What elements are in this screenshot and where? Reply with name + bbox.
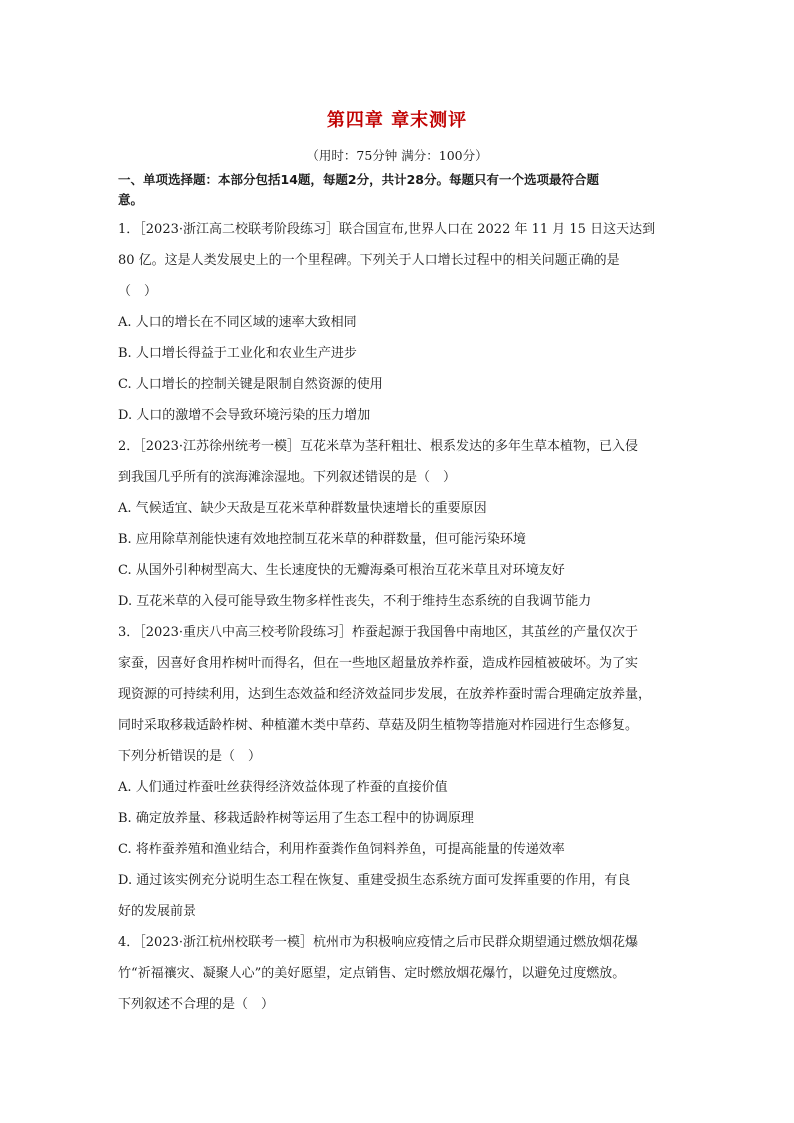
option-d: D. 通过该实例充分说明生态工程在恢复、重建受损生态系统方面可发挥重要的作用，有良 xyxy=(118,873,631,888)
time-and-score: （用时：75分钟 满分：100分） xyxy=(306,148,488,163)
option-b: B. 应用除草剂能快速有效地控制互花米草的种群数量，但可能污染环境 xyxy=(118,532,526,547)
question-2 xyxy=(118,431,676,617)
question-stem-line: 下列叙述不合理的是（ ） xyxy=(118,997,275,1012)
page-title: 第四章 章末测评 xyxy=(326,110,468,131)
option-a: A. 人们通过柞蚕吐丝获得经济效益体现了柞蚕的直接价值 xyxy=(118,780,448,795)
question-stem-line: 现资源的可持续利用，达到生态效益和经济效益同步发展，在放养柞蚕时需合理确定放养量， xyxy=(118,687,652,702)
question-3 xyxy=(118,617,676,927)
option-b: B. 人口增长得益于工业化和农业生产进步 xyxy=(118,346,357,361)
question-4 xyxy=(118,927,676,1020)
question-stem-line: 3．［2023·重庆八中高三校考阶段练习］柞蚕起源于我国鲁中南地区，其茧丝的产量仅次于 xyxy=(118,625,638,640)
option-d: D. 互花米草的入侵可能导致生物多样性丧失，不利于维持生态系统的自我调节能力 xyxy=(118,594,592,609)
question-stem-line: 下列分析错误的是（ ） xyxy=(118,749,262,764)
option-d-continued: 好的发展前景 xyxy=(118,904,197,919)
section-heading xyxy=(118,170,676,210)
question-stem-line: 80 亿。这是人类发展史上的一个里程碑。下列关于人口增长过程中的相关问题正确的是 xyxy=(118,253,620,268)
question-stem-line: 家蚕，因喜好食用柞树叶而得名，但在一些地区超量放养柞蚕，造成柞园植被破坏。为了实 xyxy=(118,656,639,671)
option-a: A. 人口的增长在不同区域的速率大致相同 xyxy=(118,315,357,330)
option-c: C. 将柞蚕养殖和渔业结合，利用柞蚕粪作鱼饲料养鱼，可提高能量的传递效率 xyxy=(118,842,565,857)
page-content xyxy=(118,170,676,1020)
option-c: C. 从国外引种树型高大、生长速度快的无瓣海桑可根治互花米草且对环境友好 xyxy=(118,563,565,578)
option-d: D. 人口的激增不会导致环境污染的压力增加 xyxy=(118,408,371,423)
option-b: B. 确定放养量、移栽适龄柞树等运用了生态工程中的协调原理 xyxy=(118,811,474,826)
question-stem-line: 到我国几乎所有的滨海滩涂湿地。下列叙述错误的是（ ） xyxy=(118,470,457,485)
question-stem-line: 竹“祈福禳灾、凝聚人心”的美好愿望，定点销售、定时燃放烟花爆竹，以避免过度燃放。 xyxy=(118,966,626,981)
question-stem-line: 1．［2023·浙江高二校联考阶段练习］联合国宣布,世界人口在 2022 年 11 月 15 日这天达到 xyxy=(118,222,656,237)
question-stem-line: 同时采取移栽适龄柞树、种植灌木类中草药、草菇及阴生植物等措施对柞园进行生态修复。 xyxy=(118,718,639,733)
question-stem-line: （ ） xyxy=(118,284,158,299)
question-1 xyxy=(118,214,676,431)
question-stem-line: 4．［2023·浙江杭州校联考一模］杭州市为积极响应疫情之后市民群众期望通过燃放烟花爆 xyxy=(118,935,638,950)
option-a: A. 气候适宜、缺少天敌是互花米草种群数量快速增长的重要原因 xyxy=(118,501,487,516)
option-c: C. 人口增长的控制关键是限制自然资源的使用 xyxy=(118,377,383,392)
section-heading-line: 一、单项选择题：本部分包括14题，每题2分，共计28分。每题只有一个选项最符合题 xyxy=(118,172,599,187)
section-heading-line: 意。 xyxy=(118,192,144,207)
question-stem-line: 2．［2023·江苏徐州统考一模］互花米草为茎秆粗壮、根系发达的多年生草本植物，已入侵 xyxy=(118,439,638,454)
